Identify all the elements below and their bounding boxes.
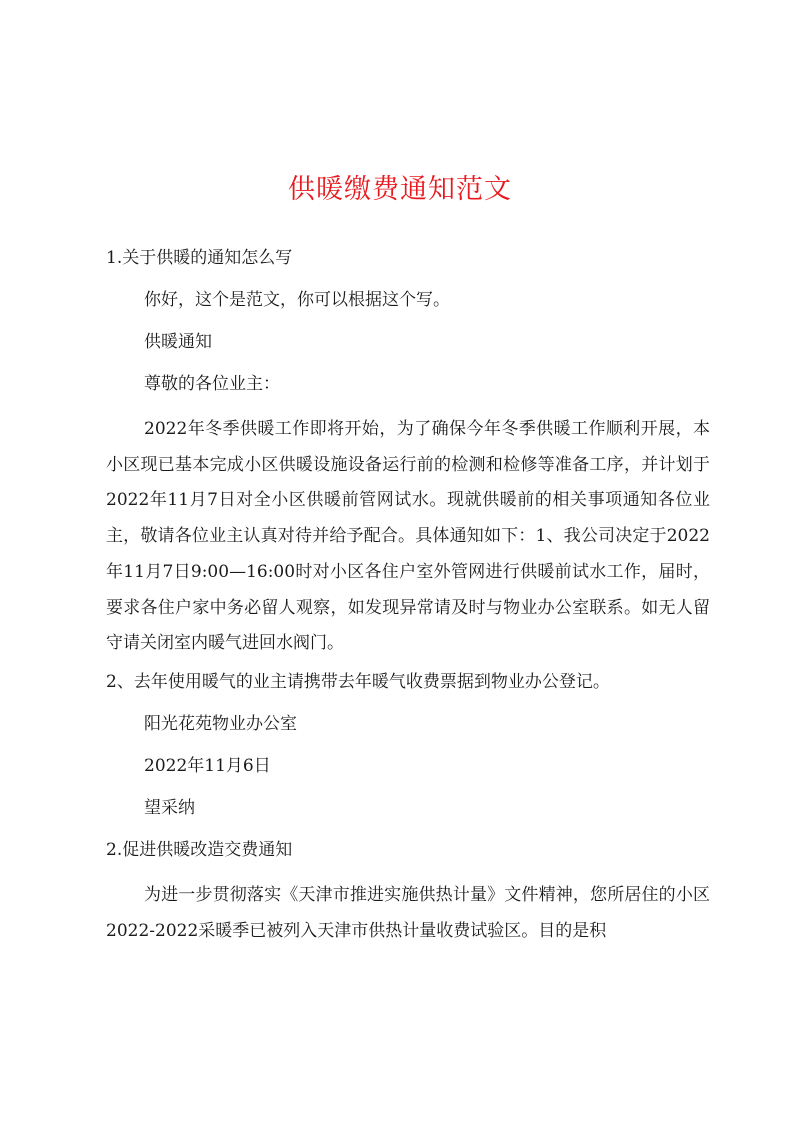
document-title: 供暖缴费通知范文 [288, 174, 512, 205]
notice-item-2: 2、去年使用暖气的业主请携带去年暖气收费票据到物业办公登记。 [106, 671, 610, 692]
signature: 阳光花苑物业办公室 [144, 713, 297, 734]
section2-heading: 2.促进供暖改造交费通知 [106, 839, 293, 860]
salutation: 尊敬的各位业主： [144, 374, 280, 394]
section1-intro: 你好，这个是范文，你可以根据这个写。 [144, 290, 450, 310]
document-body [106, 244, 710, 955]
notice-body: 2022年冬季供暖工作即将开始，为了确保今年冬季供暖工作顺利开展，本小区现已基本完成小区供暖设施设备运行前的检测和检修等准备工序，并计划于2022年11月7日对全小区供暖前管网试水。现就供暖前的相关事项通知各位业主，敬请各位业主认真对待并给予配合。具体通知如下：1、我公司决定于2022年11月7日9:00—16:00时对小区各住户室外管网进行供暖前试水工作，届时，要求各住户家中务必留人观察，如发现异常请及时与物业办公室联系。如无人留守请关闭室内暖气进回水阀门。 [106, 419, 710, 654]
section2-body: 为进一步贯彻落实《天津市推进实施供热计量》文件精神，您所居住的小区2022-2022采暖季已被列入天津市供热计量收费试验区。目的是积 [106, 884, 710, 941]
closing: 望采纳 [144, 797, 195, 818]
notice-title: 供暖通知 [144, 332, 212, 352]
section1-heading: 1.关于供暖的通知怎么写 [106, 248, 293, 268]
notice-date: 2022年11月6日 [144, 755, 271, 776]
